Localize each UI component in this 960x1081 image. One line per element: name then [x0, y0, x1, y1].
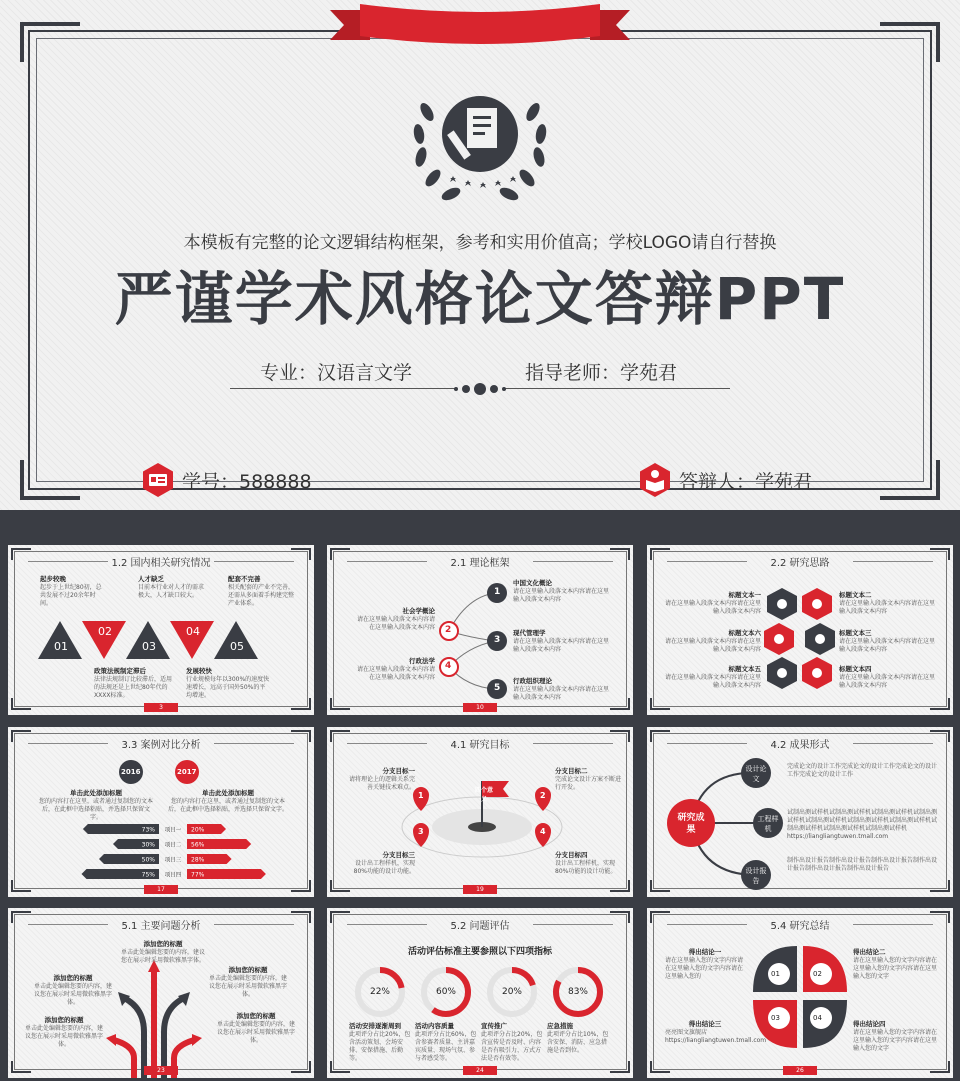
- hero-title: 严谨学术风格论文答辩PPT: [114, 265, 846, 333]
- text-block: 添加您的标题 单击此处编辑您要的内容，建议您在展示时采用微软雅黑字体。: [120, 940, 205, 965]
- node-number: 1: [494, 587, 501, 597]
- defender-text: 答辩人：学苑君: [679, 470, 813, 493]
- target-diagram: [387, 767, 577, 877]
- node-label: 设计论文: [745, 765, 767, 783]
- bar-value-right: 28%: [191, 856, 205, 864]
- gauge-value: 20%: [501, 987, 522, 997]
- frame-corner: [880, 460, 940, 500]
- center-label: 研究成果: [677, 813, 705, 835]
- text-block: 单击此处添加标题 您的内容打在这里，或者通过复制您的文本后，在此框中选择粘贴，并选择只保留文字。: [38, 789, 153, 822]
- text-block: 应急措施 此项评分占比10%，包含安保、消防、应急措施是否到位。: [547, 1022, 609, 1055]
- text-block: 宣传推广 此项评分占比20%，包含宣传是否及时、内容是否有吸引力、方式方法是否有效等。: [481, 1022, 543, 1063]
- text-block: 现代管理学 请在这里输入段落文本内容请在这里输入段落文本内容: [513, 629, 610, 654]
- text-block: 分支目标二 完成论文设计方案不断进行开发。: [555, 767, 622, 792]
- quadrant-number: 02: [813, 970, 822, 978]
- flag-label: 四个意义: [474, 787, 493, 803]
- gauge-value: 22%: [369, 987, 390, 997]
- year-left: 2016: [121, 768, 141, 776]
- slide-title: 5.4 研究总结: [770, 921, 830, 932]
- reader-icon: [637, 462, 673, 498]
- pin-number: 4: [540, 827, 546, 836]
- page-number: 19: [463, 885, 497, 894]
- slide-title: 4.2 成果形式: [770, 740, 830, 751]
- text-block: 添加您的标题 单击此处编辑您要的内容，建议您在展示时采用微软雅黑字体。: [24, 1016, 103, 1049]
- text-block: 标题文本四 请在这里输入段落文本内容请在这里输入段落文本内容: [839, 665, 936, 690]
- page-number: 24: [463, 1066, 497, 1075]
- bar-value-right: 56%: [191, 841, 205, 849]
- text-block: 制作出设计报告制作出设计报告制作出设计报告制作出设计报告制作出设计报告制作出设计报告: [787, 857, 938, 873]
- page-number: 26: [783, 1066, 817, 1075]
- hero-subtitle: 本模板有完整的论文逻辑结构框架，参考和实用价值高；学校LOGO请自行替换: [183, 233, 777, 253]
- hero-bottom-bar: [0, 510, 960, 530]
- bar-row-label: 项目三: [164, 857, 182, 864]
- pin-number: 3: [418, 827, 424, 836]
- assessment-heading: 活动评估标准主要参照以下四项指标: [407, 947, 552, 957]
- defender-item: [637, 460, 812, 500]
- slide-title: 5.2 问题评估: [450, 921, 510, 932]
- gauge-value: 83%: [567, 987, 588, 997]
- text-block: 添加您的标题 单击此处编辑您要的内容，建议您在展示时采用微软雅黑字体。: [216, 1012, 295, 1045]
- quadrant-number: 03: [771, 1014, 780, 1022]
- text-block: 完成论文的设计工作完成论文的设计工作完成论文的设计工作完成论文的设计工作: [787, 763, 938, 779]
- text-block: 标题文本六 请在这里输入段落文本内容请在这里输入段落文本内容: [665, 629, 762, 654]
- text-block: 行政组织理论 请在这里输入段落文本内容请在这里输入段落文本内容: [513, 677, 610, 702]
- divider-line: [230, 388, 455, 389]
- page-number: 3: [144, 703, 178, 712]
- text-block: 标题文本一 请在这里输入段落文本内容请在这里输入段落文本内容: [665, 591, 762, 616]
- text-block: 得出结论四 请在这里输入您的文字内容请在这里输入您的文字内容请在这里输入您的文字: [853, 1020, 938, 1053]
- text-block: 社会学概论 请在这里输入段落文本内容请在这里输入段落文本内容: [357, 607, 436, 632]
- text-block: 分支目标一 请将理论上的逻辑关系完善关键技术难点。: [348, 767, 415, 792]
- divider-ornament: [452, 380, 508, 398]
- student-id-text: 学号：588888: [182, 470, 312, 493]
- bar-row-label: 项目二: [164, 842, 182, 849]
- slide-thumbnail-case-comparison[interactable]: [8, 727, 314, 897]
- text-block: 政策法规制定滞后 法律法规制订比较滞后，适用的法规还是上世纪80年代的XXXX标准。: [94, 667, 173, 700]
- bar-value-right: 77%: [191, 871, 205, 879]
- text-block: 标题文本五 请在这里输入段落文本内容请在这里输入段落文本内容: [665, 665, 762, 690]
- slide-title: 1.2 国内相关研究情况: [111, 558, 211, 569]
- hero-slide: [0, 0, 960, 530]
- node-label: 工程样机: [757, 815, 779, 833]
- step-number: 04: [186, 625, 200, 638]
- id-card-icon: [140, 462, 176, 498]
- text-block: 活动安排逐渐周到 此项评分占比20%，包含活动策划、会场安排、安保措施、后勤等。: [349, 1022, 411, 1063]
- slide-thumbnail-theory-framework[interactable]: [327, 545, 633, 715]
- text-block: 中国文化概论 请在这里输入段落文本内容请在这里输入段落文本内容: [513, 579, 610, 604]
- school-logo-emblem: [405, 72, 555, 212]
- divider-line: [505, 388, 730, 389]
- node-number: 2: [445, 625, 452, 635]
- bar-row-label: 项目一: [164, 827, 182, 834]
- advisor-text: 指导老师：学苑君: [525, 362, 678, 384]
- text-block: 活动内容质量 此项评分占比60%，包含参赛者质量、主讲嘉宾质量、现场气氛、参与者感受等。: [415, 1022, 477, 1063]
- year-right: 2017: [177, 768, 197, 776]
- slide-thumbnail-research-summary[interactable]: [647, 908, 953, 1078]
- text-block: 分支目标四 设计出工程样机，实现80%功能的设计功能。: [555, 851, 617, 876]
- step-number: 03: [142, 640, 156, 653]
- step-number: 05: [230, 640, 244, 653]
- text-block: 分支目标三 设计出工程样机，实现80%功能的设计功能。: [353, 851, 415, 876]
- text-block: 添加您的标题 单击此处编辑您要的内容，建议您在展示时采用微软雅黑字体。: [34, 974, 113, 1007]
- slide-thumbnail-problem-analysis[interactable]: [8, 908, 314, 1078]
- slide-title: 5.1 主要问题分析: [121, 921, 201, 932]
- node-label: 设计报告: [745, 867, 767, 885]
- slide-thumbnail-problem-assessment[interactable]: [327, 908, 633, 1078]
- text-block: 起步较晚 起步于上世纪80初，总共发展不过20余年时间。: [40, 575, 102, 608]
- bar-value-left: 73%: [141, 826, 155, 834]
- ribbon-banner: [330, 0, 630, 50]
- text-block: 人才缺乏 目前本行业对人才的需求极大，人才缺口较大。: [138, 575, 205, 600]
- step-number: 01: [54, 640, 68, 653]
- bar-row-label: 项目四: [164, 872, 182, 879]
- text-block: 得出结论一 请在这里输入您的文字内容请在这里输入您的文字内容请在这里输入您的: [665, 948, 744, 980]
- text-block: 试制出测试样机试制出测试样机试制出测试样机试制出测试样机试制出测试样机试制出测试样机试制出测试样机试制出测试样机试制出测试样机试制出测试样机 https://liangliangtuwen.tmall.com: [787, 809, 938, 841]
- slide-title: 2.2 研究思路: [770, 558, 830, 569]
- frame-corner: [880, 22, 940, 62]
- slide-title: 3.3 案例对比分析: [121, 740, 201, 751]
- text-block: 得出结论二 请在这里输入您的文字内容请在这里输入您的文字内容请在这里输入您的文字: [853, 948, 938, 981]
- bar-value-left: 50%: [141, 856, 155, 864]
- text-block: 标题文本三 请在这里输入段落文本内容请在这里输入段落文本内容: [839, 629, 936, 654]
- text-block: 发展较快 行业规模每年以300%的速度快速增长，远高于国外50%的平均增速。: [186, 667, 270, 700]
- pin-number: 1: [418, 791, 424, 800]
- frame-corner: [20, 22, 80, 62]
- bar-value-left: 30%: [141, 841, 155, 849]
- page-number: 10: [463, 703, 497, 712]
- major-text: 专业：汉语言文学: [260, 362, 413, 384]
- quadrant-number: 04: [813, 1014, 822, 1022]
- slide-thumbnail-research-approach[interactable]: [647, 545, 953, 715]
- slide-thumbnail-research-goals[interactable]: [327, 727, 633, 897]
- text-block: 标题文本二 请在这里输入段落文本内容请在这里输入段落文本内容: [839, 591, 936, 616]
- step-number: 02: [98, 625, 112, 638]
- slide-title: 4.1 研究目标: [450, 740, 510, 751]
- slide-thumbnail-outcomes[interactable]: [647, 727, 953, 897]
- quadrant-number: 01: [771, 970, 780, 978]
- hexagon-cluster: [757, 585, 847, 695]
- slide-title: 2.1 理论框架: [450, 558, 510, 569]
- frame-corner: [20, 460, 80, 500]
- slide-thumbnail-research-status[interactable]: [8, 545, 314, 715]
- triangle-sequence: [38, 617, 288, 663]
- text-block: 单击此处添加标题 您的内容打在这里，或者通过复制您的文本后，在此框中选择粘贴，并选择只保留文字。: [168, 789, 289, 814]
- node-number: 4: [445, 661, 452, 671]
- page-number: 17: [144, 885, 178, 894]
- text-block: 添加您的标题 单击此处编辑您要的内容，建议您在展示时采用微软雅黑字体。: [208, 966, 287, 999]
- quadrant-diagram: [749, 942, 851, 1052]
- pin-number: 2: [540, 791, 546, 800]
- page-number: 23: [144, 1066, 178, 1075]
- gauge-value: 60%: [435, 987, 456, 997]
- node-number: 5: [494, 683, 501, 693]
- text-block: 配套不完善 相关配套的产业不完善，还需从多面着手构建完整产业体系。: [228, 575, 295, 608]
- text-block: 得出结论三 亮亮图文旗舰店 https://liangliangtuwen.tmall.com: [665, 1020, 767, 1044]
- text-block: 行政法学 请在这里输入段落文本内容请在这里输入段落文本内容: [357, 657, 436, 682]
- comparison-bars: [78, 823, 268, 885]
- bar-value-left: 75%: [141, 871, 155, 879]
- bar-value-right: 20%: [191, 826, 205, 834]
- node-number: 3: [494, 635, 501, 645]
- student-id-item: [140, 460, 312, 500]
